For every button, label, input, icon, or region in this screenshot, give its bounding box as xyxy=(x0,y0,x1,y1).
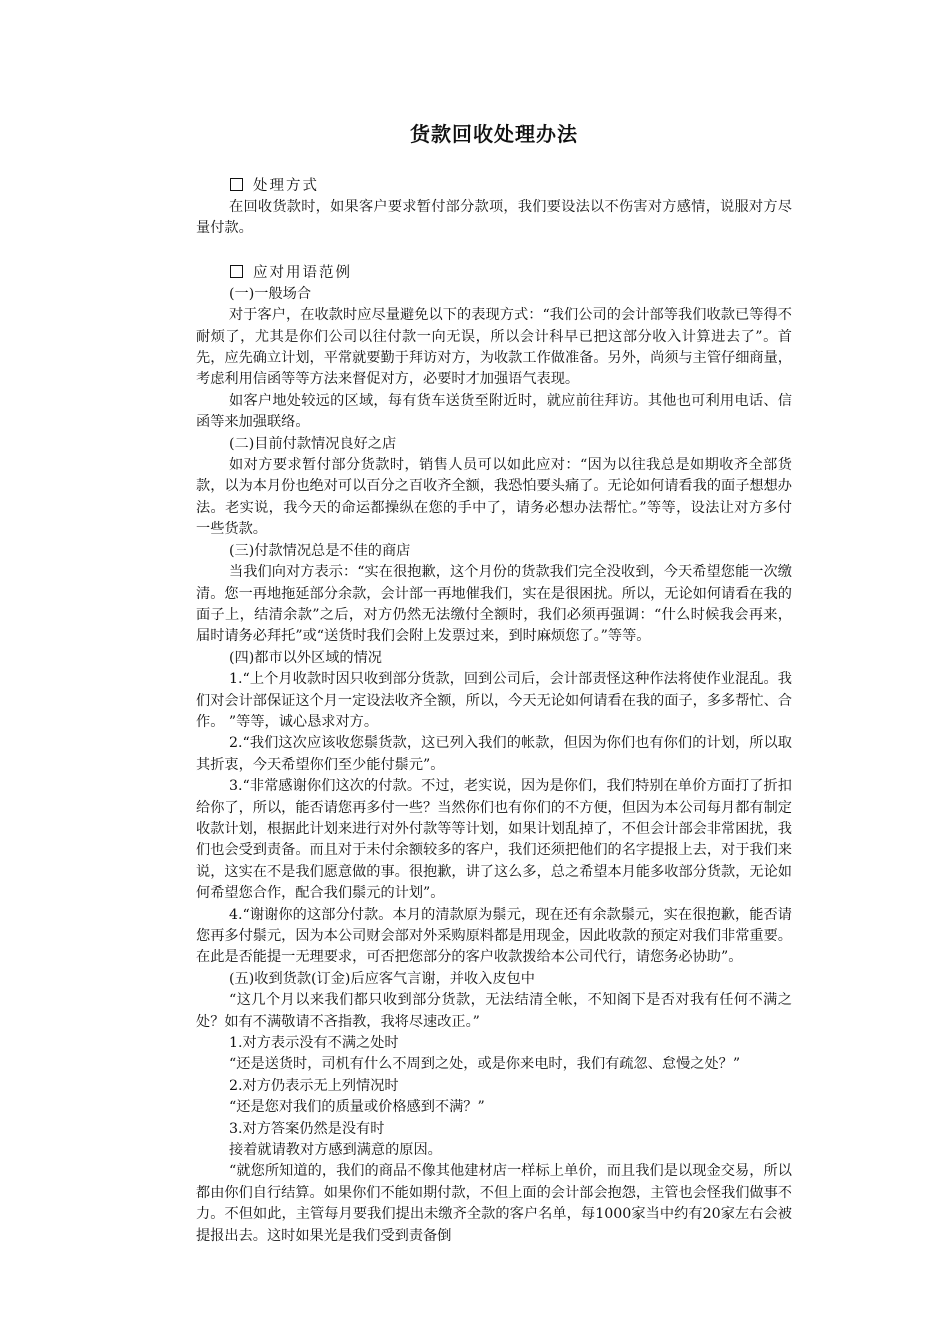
subheading: 接着就请教对方感到满意的原因。 xyxy=(229,1142,442,1159)
section-heading-examples xyxy=(196,262,792,284)
paragraph: 对于客户，在收款时应尽量避免以下的表现方式：“我们公司的会计部等我们收款已等得不耐烦了，尤其是你们公司以往付款一向无误，所以会计科早已把这部分收入计算进去了”。首先，应先确立计划，平常就要勤于拜访对方，为收款工作做准备。另外，尚须与主管仔细商量，考虑利用信函等等方法来督促对方，必要时才加强语气表现。 xyxy=(196,307,792,388)
subheading: (三)付款情况总是不佳的商店 xyxy=(229,542,411,559)
subheading: (二)目前付款情况良好之店 xyxy=(229,435,397,452)
subheading: (四)都市以外区域的情况 xyxy=(229,649,382,666)
paragraph: 如对方要求暂付部分货款时，销售人员可以如此应对：“因为以往我总是如期收齐全部货款，以为本月份也绝对可以百分之百收齐全额，我恐怕要头痛了。无论如何请看我的面子想想办法。老实说，我今天的命运都操纵在您的手中了，请务必想办法帮忙。”等等，设法让对方多付一些货款。 xyxy=(196,457,792,538)
paragraph: 当我们向对方表示：“实在很抱歉，这个月份的货款我们完全没收到，今天希望您能一次缴清。您一再地拖延部分余款，会计部一再地催我们，实在是很困扰。所以，无论如何请看在我的面子上，结清余款”之后，对方仍然无法缴付全额时，我们必须再强调：“什么时候我会再来，届时请务必拜托”或“送货时我们会附上发票过来，到时麻烦您了。”等等。 xyxy=(196,564,792,645)
paragraph: “就您所知道的，我们的商品不像其他建材店一样标上单价，而且我们是以现金交易，所以都由你们自行结算。如果你们不能如期付款，不但上面的会计部会抱怨，主管也会怪我们做事不力。不但如此，主管每月要我们提出未缴齐全款的客户名单，每1000家当中约有20家左右会被提报出去。这时如果光是我们受到责备倒 xyxy=(196,1163,792,1244)
paragraph: 在回收货款时，如果客户要求暂付部分款项，我们要设法以不伤害对方感情，说服对方尽量付款。 xyxy=(196,199,792,237)
subheading: 1.对方表示没有不满之处时 xyxy=(229,1035,399,1052)
subheading: 2.对方仍表示无上列情况时 xyxy=(229,1077,399,1094)
subheading: (一)一般场合 xyxy=(229,285,312,302)
subheading: (五)收到货款(订金)后应客气言谢，并收入皮包中 xyxy=(229,970,535,987)
subheading: 3.对方答案仍然是没有时 xyxy=(229,1120,385,1137)
section-heading-label: 应对用语范例 xyxy=(253,264,352,281)
checkbox-bullet-icon xyxy=(230,265,243,278)
paragraph: 2.“我们这次应该收您鬃货款，这已列入我们的帐款，但因为你们也有你们的计划，所以取其折衷，今天希望你们至少能付鬃元”。 xyxy=(196,735,792,773)
paragraph: “还是您对我们的质量或价格感到不满？” xyxy=(229,1099,485,1116)
paragraph: 如客户地处较远的区域，每有货车送货至附近时，就应前往拜访。其他也可利用电话、信函等来加强联络。 xyxy=(196,392,792,431)
section-heading-label: 处理方式 xyxy=(253,178,319,194)
paragraph: “这几个月以来我们都只收到部分货款，无法结清全帐，不知阁下是否对我有任何不满之处？如有不满敬请不吝指教，我将尽速改正。” xyxy=(196,992,792,1030)
paragraph: 1.“上个月收款时因只收到部分货款，回到公司后，会计部责怪这种作法将使作业混乱。我们对会计部保证这个月一定设法收齐全额，所以，今天无论如何请看在我的面子，多多帮忙、合作。 ”等等，诚心恳求对方。 xyxy=(196,671,792,730)
page-title: 货款回收处理办法 xyxy=(410,122,578,146)
paragraph: 4.“谢谢你的这部分付款。本月的清款原为鬃元，现在还有余款鬃元，实在很抱歉，能否请您再多付鬃元，因为本公司财会部对外采购原料都是用现金，因此收款的预定对我们非常重要。在此是否能提一无理要求，可否把您部分的客户收款拨给本公司代行，请您务必协助”。 xyxy=(196,906,792,966)
paragraph: “还是送货时，司机有什么不周到之处，或是你来电时，我们有疏忽、怠慢之处？” xyxy=(229,1056,741,1073)
spacer xyxy=(196,240,792,262)
section-heading-processing xyxy=(196,175,792,197)
document-body xyxy=(196,118,792,1247)
checkbox-bullet-icon xyxy=(230,178,243,191)
paragraph: 3.“非常感谢你们这次的付款。不过，老实说，因为是你们，我们特别在单价方面打了折扣给你了，所以，能否请您再多付一些？当然你们也有你们的不方便，但因为本公司每月都有制定收款计划，根据此计划来进行对外付款等等计划，如果计划乱掉了，不但会计部会非常困扰，我们也会受到责备。而且对于未付余额较多的客户，我们还须把他们的名字提报上去，对于我们来说，这实在不是我们愿意做的事。很抱歉，讲了这么多，总之希望本月能多收部分货款，无论如何希望您合作，配合我们鬃元的计划”。 xyxy=(196,778,792,902)
